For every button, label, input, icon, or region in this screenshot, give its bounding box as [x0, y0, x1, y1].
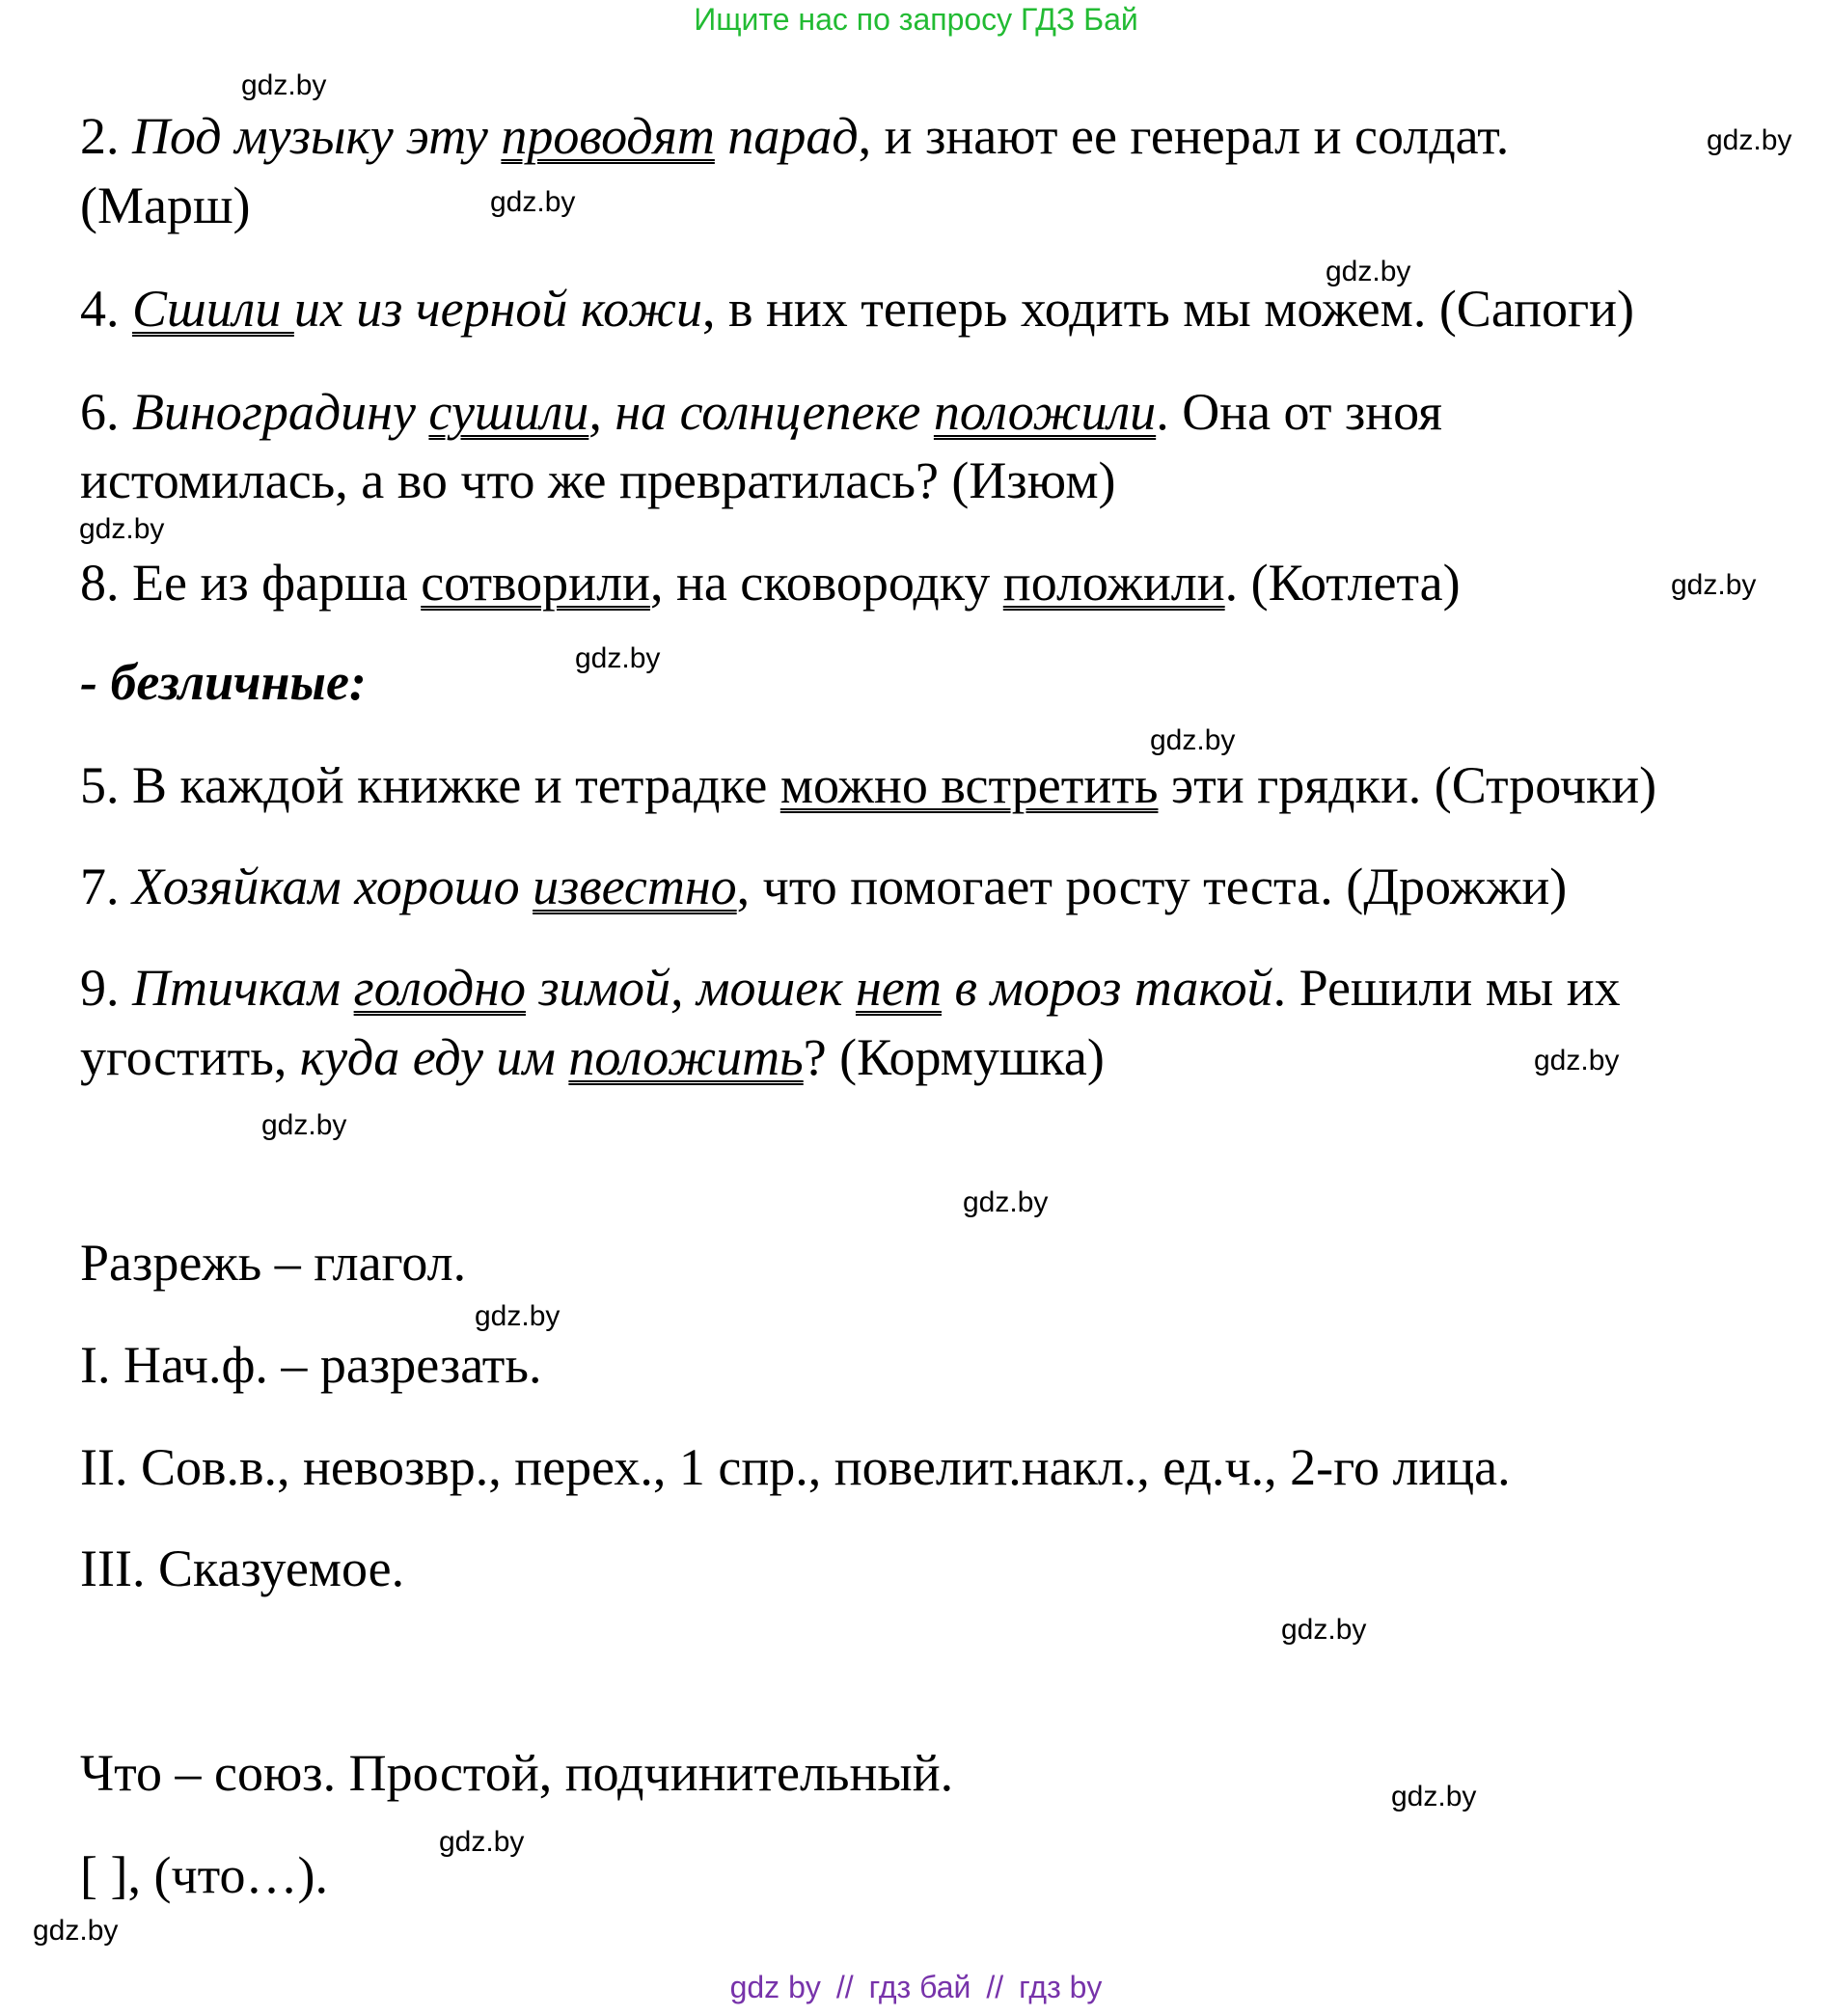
watermark: gdz.by [1281, 1614, 1367, 1646]
impersonal-heading [80, 650, 367, 714]
text: 5. В каждой книжке и тетрадке [80, 756, 780, 814]
riddle-2-line-2 [80, 174, 251, 237]
predicate: положить [568, 1028, 804, 1086]
number: 9. [80, 959, 132, 1017]
watermark: gdz.by [261, 1109, 347, 1141]
riddle-9-line-1 [80, 956, 1621, 1020]
predicate: положили [1002, 554, 1225, 612]
footer-links [0, 1968, 1832, 2006]
riddle-5 [80, 753, 1656, 817]
italic-text: парад [714, 107, 859, 165]
verb-analysis-step-2: II. Сов.в., невозвр., перех., 1 спр., повелит.накл., ед.ч., 2-го лица. [80, 1438, 1511, 1496]
text: , что помогает росту теста. (Дрожжи) [736, 858, 1568, 915]
italic-text: Хозяйкам хорошо [132, 858, 533, 915]
verb-analysis-step-3: III. Сказуемое. [80, 1539, 405, 1597]
verb-analysis-title: Разрежь – глагол. [80, 1234, 467, 1292]
conjunction-analysis: Что – союз. Простой, подчинительный. [80, 1744, 954, 1802]
text: . (Котлета) [1224, 554, 1461, 612]
watermark: gdz.by [575, 642, 661, 674]
watermark: gdz.by [1150, 724, 1236, 756]
predicate: голодно [353, 959, 526, 1017]
text: , на сковородку [649, 554, 1003, 612]
text: истомилась, а во что же превратилась? (Изюм) [80, 451, 1116, 509]
footer-link[interactable]: гдз бай [868, 1970, 971, 2004]
riddle-4 [80, 277, 1634, 341]
riddle-8 [80, 551, 1461, 614]
predicate: проводят [501, 107, 715, 165]
riddle-6-line-1 [80, 380, 1442, 444]
watermark: gdz.by [1534, 1045, 1620, 1076]
number: 2. [80, 107, 132, 165]
heading-dash: - [80, 653, 111, 711]
watermark: gdz.by [33, 1915, 119, 1947]
predicate: нет [855, 959, 942, 1017]
predicate: сотворили [421, 554, 650, 612]
text: угостить, [80, 1028, 300, 1086]
italic-text: Птичкам [132, 959, 354, 1017]
footer-link[interactable]: gdz by [729, 1970, 821, 2004]
footer-link[interactable]: гдз by [1019, 1970, 1103, 2004]
footer-separator: // [835, 1970, 854, 2004]
verb-analysis-step-1: I. Нач.ф. – разрезать. [80, 1336, 542, 1394]
watermark: gdz.by [475, 1300, 561, 1332]
riddle-2-line-1 [80, 104, 1509, 168]
watermark: gdz.by [1391, 1781, 1477, 1812]
watermark: gdz.by [490, 186, 576, 218]
italic-text: Под музыку эту [132, 107, 502, 165]
sentence-scheme: [ ], (что…). [80, 1846, 328, 1904]
text: , в них теперь ходить мы можем. (Сапоги) [701, 280, 1635, 338]
italic-text: куда еду им [299, 1028, 569, 1086]
riddle-6-line-2 [80, 449, 1116, 512]
search-hint-banner: Ищите нас по запросу ГДЗ Бай [694, 2, 1138, 37]
predicate: известно [533, 858, 737, 915]
answer: (Марш) [80, 177, 251, 234]
predicate: Сшили [132, 280, 294, 338]
italic-text: Виноградину [132, 383, 429, 441]
text: 8. Ее из фарша [80, 554, 422, 612]
watermark: gdz.by [439, 1826, 525, 1858]
predicate: можно встретить [779, 756, 1159, 814]
number: 7. [80, 858, 132, 915]
watermark: gdz.by [1326, 256, 1411, 287]
watermark: gdz.by [79, 513, 165, 545]
predicate: положили [933, 383, 1157, 441]
watermark: gdz.by [1707, 124, 1792, 156]
heading-text: безличные: [110, 653, 367, 711]
text: ? (Кормушка) [803, 1028, 1105, 1086]
watermark: gdz.by [1671, 569, 1757, 601]
text: эти грядки. (Строчки) [1158, 756, 1657, 814]
text: . Решили мы их [1272, 959, 1621, 1017]
predicate: сушили [428, 383, 589, 441]
italic-text: , на солнцепеке [588, 383, 934, 441]
number: 4. [80, 280, 132, 338]
riddle-9-line-2 [80, 1025, 1105, 1089]
italic-text: зимой, мошек [525, 959, 856, 1017]
footer-separator: // [986, 1970, 1004, 2004]
italic-text: в мороз такой [942, 959, 1273, 1017]
italic-text: их из черной кожи [293, 280, 702, 338]
number: 6. [80, 383, 132, 441]
watermark: gdz.by [963, 1186, 1049, 1218]
text: , и знают ее генерал и солдат. [858, 107, 1510, 165]
watermark: gdz.by [241, 69, 327, 101]
text: . Она от зноя [1156, 383, 1442, 441]
riddle-7 [80, 855, 1567, 918]
